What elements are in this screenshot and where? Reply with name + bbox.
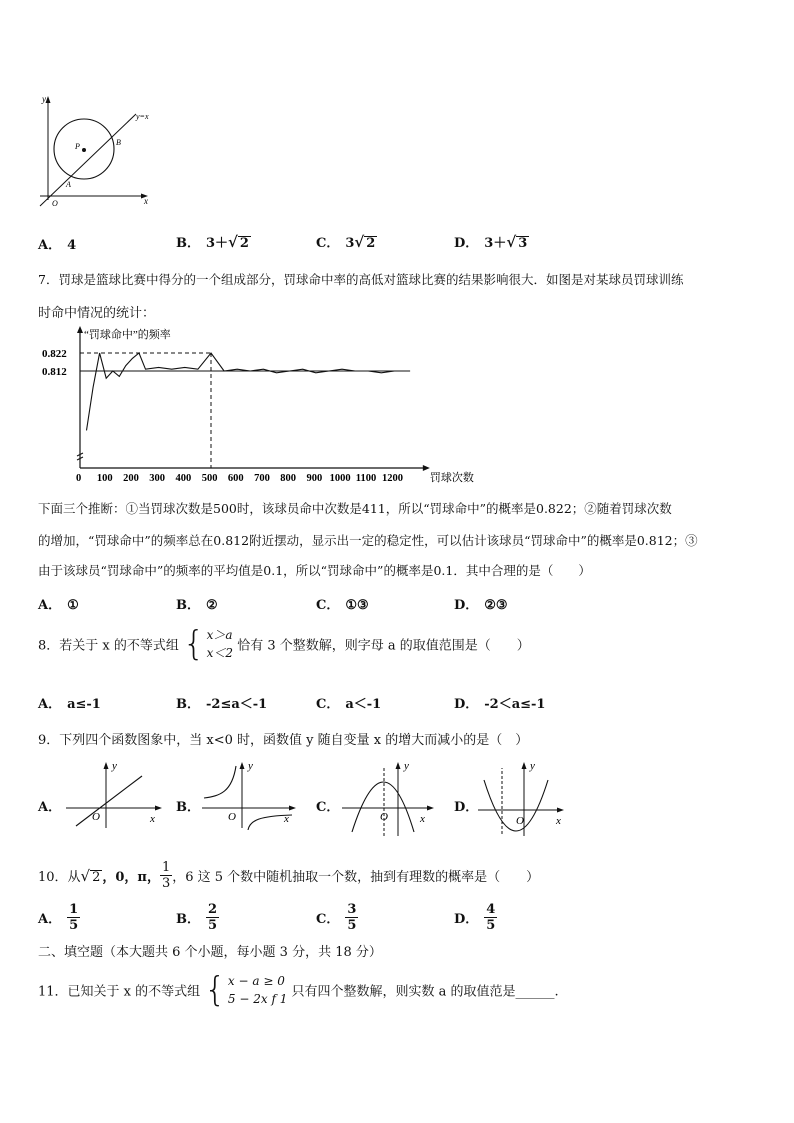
sqrt-symbol: √ 3 <box>506 233 528 251</box>
q6-option-a[interactable]: A． 4 <box>38 238 77 253</box>
x-axis-arrow <box>423 465 430 471</box>
q7-question-line2: 时命中情况的统计： <box>38 306 156 321</box>
q6-figure <box>36 92 161 210</box>
q9-option-b[interactable]: B． <box>176 800 200 815</box>
q6-option-c[interactable]: C． 3 √ 2 <box>316 233 376 251</box>
q10-question: 10．从 √ 2 ，0，π， $\frac{1}{3}$ ，6 这 5 个数中随机抽取一个数，抽到有理数的概率是（ ） <box>38 860 540 891</box>
q9-graph-b-hyperbola <box>198 758 303 830</box>
q7-analysis-line2: 的增加，“罚球命中”的频率总在0.812附近摆动，显示出一定的稳定性，可以估计该球员“罚球命中”的概率是0.812；③ <box>38 533 698 548</box>
svg-text:x: x <box>150 813 155 825</box>
svg-text:x: x <box>556 815 561 827</box>
q6-label-y: y <box>42 94 46 104</box>
q11-question: 11．已知关于 x 的不等式组 { x − a ≥ 0 5 − 2x f 1 只有四个整数解，则实数 a 的取值范是______. <box>38 970 559 1010</box>
section-2-heading: 二、填空题（本大题共 6 个小题，每小题 3 分，共 18 分） <box>38 945 382 960</box>
svg-text:y: y <box>530 760 535 772</box>
q9-graph-a-linear <box>62 758 167 830</box>
x-tick-label: 0 <box>76 473 82 484</box>
q8-option-c[interactable]: C． a＜-1 <box>316 697 382 712</box>
svg-text:y: y <box>248 760 253 772</box>
q10-option-c[interactable]: C． $\frac{3}{5}$ <box>316 902 357 933</box>
x-tick-label: 1000 <box>329 473 351 484</box>
q6-label-p: P <box>75 142 80 151</box>
q6-label-b: B <box>116 138 121 147</box>
x-tick-label: 700 <box>254 473 270 484</box>
sqrt-symbol: √ 2 <box>80 866 101 885</box>
q8-question: 8．若关于 x 的不等式组 { x＞a x＜2 恰有 3 个整数解，则字母 a 的取值范围是（ ） <box>38 624 530 664</box>
svg-text:y: y <box>112 760 117 772</box>
q9-graph-d-parabola-up <box>476 758 581 838</box>
x-tick-label: 300 <box>149 473 166 484</box>
q7-option-c[interactable]: C． ①③ <box>316 598 369 613</box>
x-tick-label: 900 <box>306 473 323 484</box>
x-tick-label: 100 <box>96 473 113 484</box>
x-tick-label: 400 <box>175 473 192 484</box>
x-tick-label: 200 <box>123 473 139 484</box>
x-tick-label: 800 <box>280 473 297 484</box>
q6-label-o: O <box>52 199 58 208</box>
q9-graph-c-parabola-down <box>340 758 445 838</box>
q8-option-a[interactable]: A． a≤-1 <box>38 697 101 712</box>
x-tick-label: 500 <box>201 473 218 484</box>
svg-text:O: O <box>380 811 388 823</box>
q7-option-d[interactable]: D． ②③ <box>454 598 508 613</box>
q8-inequality-system: { x＞a x＜2 <box>183 624 234 664</box>
q7-option-a[interactable]: A． ① <box>38 598 79 613</box>
sqrt-symbol: √ 2 <box>228 233 249 251</box>
q7-analysis-line3: 由于该球员“罚球命中”的频率的平均值是0.1，所以“罚球命中”的概率是0.1．其中合理的是（ ） <box>38 563 591 578</box>
x-tick-label: 1200 <box>382 473 403 484</box>
q6-label-x: x <box>144 196 148 206</box>
x-tick-label: 1100 <box>355 473 377 484</box>
sqrt-symbol: √ 2 <box>354 233 376 251</box>
q7-option-b[interactable]: B． ② <box>176 598 218 613</box>
q10-option-a[interactable]: A． $\frac{1}{5}$ <box>38 902 79 933</box>
svg-text:x: x <box>284 813 289 825</box>
svg-text:O: O <box>92 811 100 823</box>
y-axis-arrow <box>77 326 83 333</box>
x-tick-label: 600 <box>227 473 244 484</box>
q9-option-d[interactable]: D． <box>454 800 479 815</box>
svg-text:O: O <box>516 815 524 827</box>
y-tick-label: 0.812 <box>42 366 67 378</box>
q6-option-b[interactable]: B． 3＋ √ 2 <box>176 233 249 251</box>
q7-frequency-chart <box>36 324 496 490</box>
q9-option-a[interactable]: A． <box>38 800 62 815</box>
q11-inequality-system: { x − a ≥ 0 5 − 2x f 1 <box>204 970 288 1010</box>
q6-label-a: A <box>66 180 71 189</box>
q7-analysis-line1: 下面三个推断：①当罚球次数是500时，该球员命中次数是411，所以“罚球命中”的概率是0.822；②随着罚球次数 <box>38 501 672 516</box>
q6-option-d[interactable]: D． 3＋ √ 3 <box>454 233 528 251</box>
q9-question: 9．下列四个函数图象中，当 x<0 时，函数值 y 随自变量 x 的增大而减小的是（ ） <box>38 733 529 748</box>
y-tick-label: 0.822 <box>42 348 67 360</box>
svg-text:O: O <box>228 811 236 823</box>
svg-text:x: x <box>420 813 425 825</box>
q6-label-line: y=x <box>136 112 149 121</box>
q8-option-b[interactable]: B． -2≤a＜-1 <box>176 697 268 712</box>
x-axis-label: 罚球次数 <box>429 472 474 484</box>
fraction-one-third: $\frac{1}{3}$ <box>161 860 171 891</box>
q8-option-d[interactable]: D． -2＜a≤-1 <box>454 697 546 712</box>
frequency-series-line <box>87 353 408 430</box>
q9-option-c[interactable]: C． <box>316 800 340 815</box>
q10-option-d[interactable]: D． $\frac{4}{5}$ <box>454 902 496 933</box>
q10-option-b[interactable]: B． $\frac{2}{5}$ <box>176 902 218 933</box>
y-axis-label: “罚球命中”的频率 <box>84 329 171 341</box>
svg-text:y: y <box>404 760 409 772</box>
q7-question-line1: 7．罚球是篮球比赛中得分的一个组成部分，罚球命中率的高低对篮球比赛的结果影响很大．如图是对某球员罚球训练 <box>38 272 684 287</box>
